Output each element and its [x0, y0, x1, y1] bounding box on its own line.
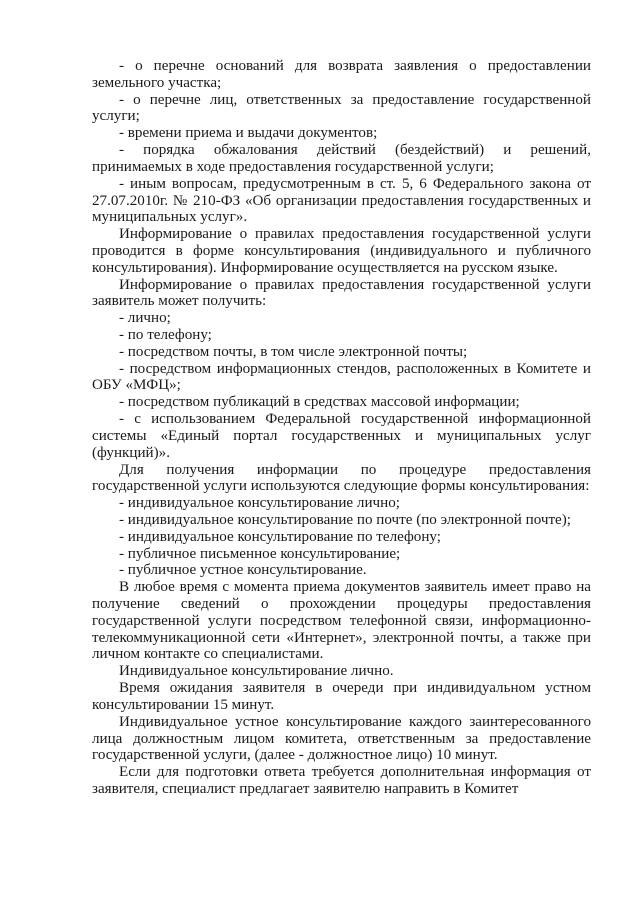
document-page — [92, 58, 591, 798]
paragraph: - о перечне оснований для возврата заявления о предоставлении земельного участка; — [92, 58, 591, 91]
paragraph: Время ожидания заявителя в очереди при индивидуальном устном консультировании 15 минут. — [92, 680, 591, 713]
paragraph: - публичное письменное консультирование; — [119, 545, 401, 562]
paragraph: - лично; — [119, 310, 171, 327]
paragraph: - времени приема и выдачи документов; — [119, 125, 378, 142]
paragraph: - индивидуальное консультирование по телефону; — [119, 528, 441, 545]
paragraph: - по телефону; — [119, 327, 212, 343]
paragraph: Индивидуальное консультирование лично. — [119, 663, 394, 680]
paragraph: Если для подготовки ответа требуется дополнительная информация от заявителя, специалист предлагает заявителю направить в Комитет — [92, 764, 591, 797]
paragraph: - посредством публикаций в средствах массовой информации; — [119, 394, 520, 411]
paragraph: - публичное устное консультирование. — [119, 562, 367, 579]
paragraph: Для получения информации по процедуре предоставления государственной услуги используются следующие формы консультирования: — [92, 461, 591, 495]
paragraph: - индивидуальное консультирование лично; — [119, 495, 400, 512]
paragraph: В любое время с момента приема документов заявитель имеет право на получение сведений о прохождении процедуры предоставления государственной услуги посредством телефонной связи, информационно-телекоммуникационной сети «Интернет», электронной почты, а также при личном контакте со специалистами. — [92, 579, 591, 663]
paragraph: - о перечне лиц, ответственных за предоставление государственной услуги; — [92, 91, 591, 125]
paragraph: - индивидуальное консультирование по почте (по электронной почте); — [119, 511, 571, 528]
paragraph: Информирование о правилах предоставления государственной услуги проводится в форме консультирования (индивидуального и публичного консультирования). Информирование осуществляется на русском языке. — [92, 226, 591, 276]
paragraph: - порядка обжалования действий (бездействий) и решений, принимаемых в ходе предоставления государственной услуги; — [92, 142, 591, 175]
paragraph: - с использованием Федеральной государственной информационной системы «Единый портал государственных и муниципальных услуг (функций)». — [92, 411, 591, 461]
paragraph: Индивидуальное устное консультирование каждого заинтересованного лица должностным лицом комитета, ответственным за предоставление государственной услуги, (далее - должностное лицо) 10 минут. — [92, 713, 591, 764]
paragraph: - иным вопросам, предусмотренным в ст. 5, 6 Федерального закона от 27.07.2010г. № 210-ФЗ «Об организации предоставления государственных и муниципальных услуг». — [92, 175, 591, 226]
paragraph: - посредством информационных стендов, расположенных в Комитете и ОБУ «МФЦ»; — [92, 360, 591, 394]
paragraph: - посредством почты, в том числе электронной почты; — [119, 343, 468, 360]
paragraph: Информирование о правилах предоставления государственной услуги заявитель может получить: — [92, 276, 591, 310]
